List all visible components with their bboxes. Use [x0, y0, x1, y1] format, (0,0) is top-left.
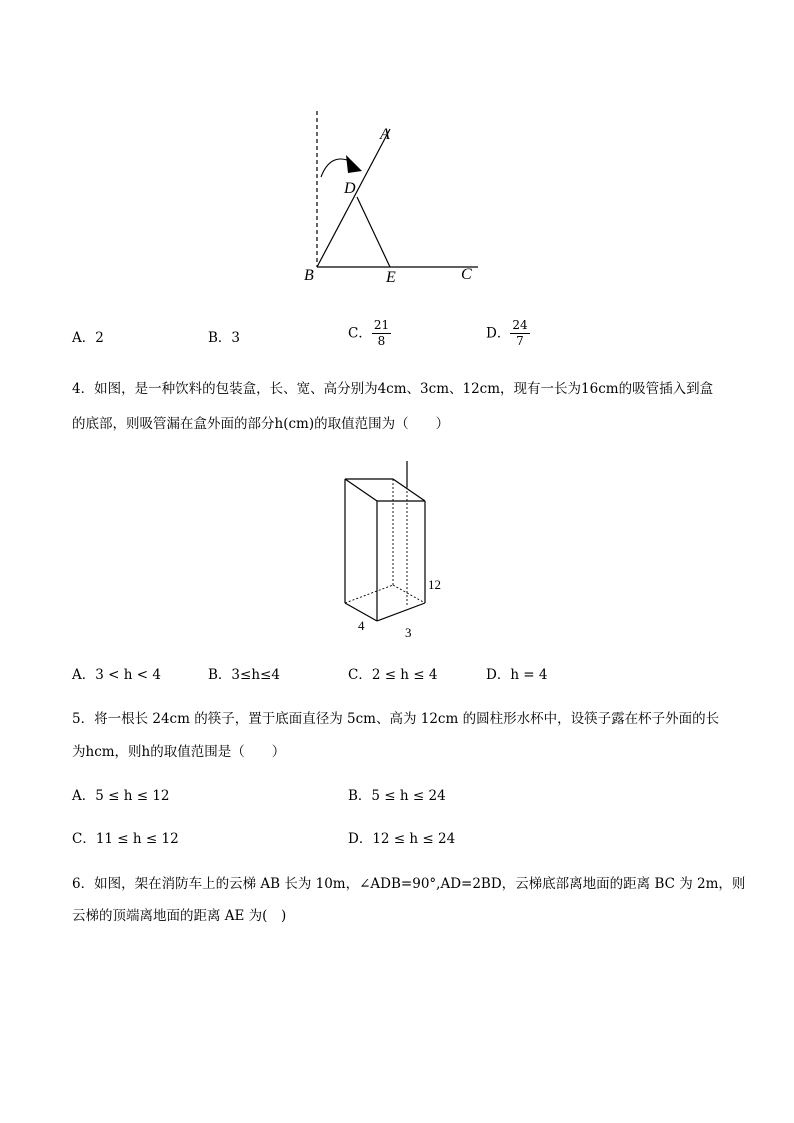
q4-option-a[interactable]: A．3 < h < 4 [72, 667, 161, 683]
q4-option-c[interactable]: C．2 ≤ h ≤ 4 [348, 667, 438, 683]
fraction-numerator: 24 [512, 318, 528, 332]
q3-option-c[interactable] [348, 318, 391, 349]
box-edge [345, 479, 377, 501]
q3-option-c-prefix: C． [348, 325, 372, 342]
q4-option-d[interactable]: D．h = 4 [486, 667, 548, 683]
q5-option-a[interactable]: A．5 ≤ h ≤ 12 [72, 788, 170, 804]
line-de [357, 197, 390, 267]
q5-option-c[interactable]: C．11 ≤ h ≤ 12 [72, 831, 179, 847]
box-edge [377, 603, 425, 621]
label-e: E [386, 269, 396, 286]
fraction-numerator: 21 [373, 318, 390, 332]
q5-option-b[interactable]: B．5 ≤ h ≤ 24 [348, 788, 446, 804]
q4-text-line2: 的底部，则吸管漏在盒外面的部分h(cm)的取值范围为（ ） [72, 416, 450, 432]
label-a: A [380, 126, 390, 143]
rotation-arrow-icon [346, 155, 362, 173]
figure-rotation-diagram [290, 105, 490, 290]
q3-option-a[interactable]: A．2 [72, 330, 104, 346]
rotation-arc [321, 159, 350, 177]
q6-text-line2: 云梯的顶端离地面的距离 AE 为( ) [72, 908, 287, 924]
fraction-denominator: 8 [377, 334, 386, 348]
line-ba [317, 129, 390, 267]
label-d: D [344, 180, 356, 197]
label-height: 12 [428, 577, 441, 592]
figure-box-with-straw [335, 455, 445, 635]
label-length: 4 [358, 618, 365, 633]
q6-text-line1: 6．如图，架在消防车上的云梯 AB 长为 10m，∠ADB=90°,AD=2BD，云梯底部离地面的距离 BC 为 2m，则 [72, 876, 746, 892]
box-edge [393, 479, 425, 501]
q4-option-b[interactable]: B．3≤h≤4 [208, 667, 280, 683]
q3-option-d-prefix: D． [486, 325, 511, 342]
label-c: C [461, 266, 472, 283]
q5-text-line1: 5．将一根长 24cm 的筷子，置于底面直径为 5cm、高为 12cm 的圆柱形水杯中，设筷子露在杯子外面的长 [72, 711, 720, 727]
q4-text-line1: 4．如图，是一种饮料的包装盒，长、宽、高分别为4cm、3cm、12cm，现有一长为16cm的吸管插入到盒 [72, 381, 714, 397]
q3-option-b[interactable]: B．3 [208, 330, 241, 346]
label-b: B [304, 267, 314, 284]
q3-option-d[interactable] [486, 318, 530, 349]
hidden-edge [345, 585, 393, 603]
q5-option-d[interactable]: D．12 ≤ h ≤ 24 [348, 831, 456, 847]
q5-text-line2: 为hcm，则h的取值范围是（ ） [72, 744, 286, 760]
fraction-denominator: 7 [516, 334, 524, 348]
label-width: 3 [405, 625, 412, 640]
q3-option-d-fraction [510, 318, 529, 349]
hidden-edge [393, 585, 425, 603]
q3-option-c-fraction [372, 318, 391, 349]
